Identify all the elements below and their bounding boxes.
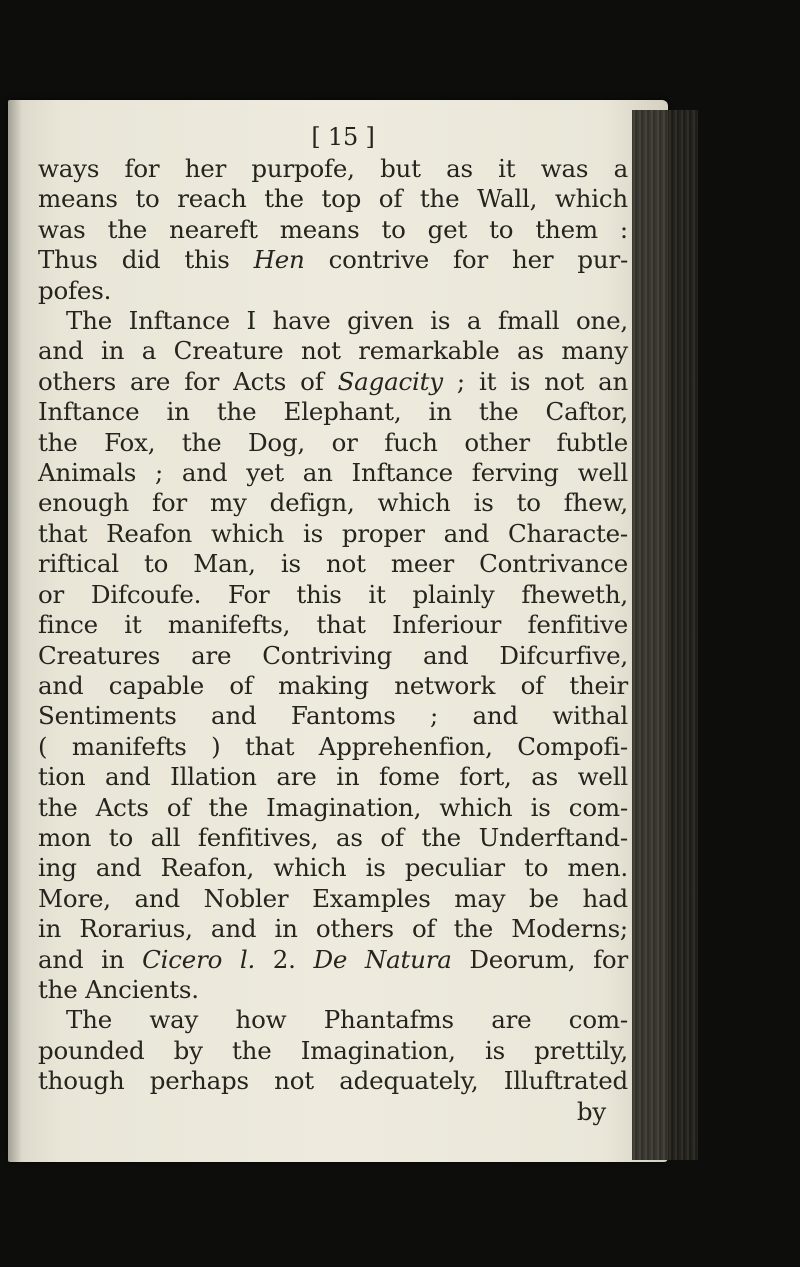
- text-line: or Difcoufe. For this it plainly fheweth,: [38, 579, 628, 609]
- text-line: tion and Illation are in fome fort, as well: [38, 762, 628, 792]
- text-line: and capable of making network of their: [38, 670, 628, 700]
- text-line: and in Cicero l. 2. De Natura Deorum, for: [38, 944, 628, 974]
- spine-shadow: [8, 100, 22, 1162]
- text-line: ( manifefts ) that Apprehenfion, Compofi-: [38, 731, 628, 761]
- text-line: The Inftance I have given is a fmall one,: [66, 306, 628, 336]
- text-line: the Acts of the Imagination, which is com-: [38, 792, 628, 822]
- text-line: mon to all fenfitives, as of the Underftand-: [38, 822, 628, 852]
- page-edges: [632, 110, 698, 1160]
- text-line: pofes.: [38, 275, 112, 305]
- text-line: the Ancients.: [38, 974, 199, 1004]
- text-line: Creatures are Contriving and Difcurfive,: [38, 640, 628, 670]
- text-line: ing and Reafon, which is peculiar to men.: [38, 853, 628, 883]
- text-line: enough for my defign, which is to fhew,: [38, 488, 628, 518]
- text-line: ways for her purpofe, but as it was a: [38, 154, 628, 183]
- text-line: Sentiments and Fantoms ; and withal: [38, 701, 628, 731]
- text-line: others are for Acts of Sagacity ; it is not an: [38, 366, 629, 396]
- text-line: fince it manifefts, that Inferiour fenfitive: [38, 610, 628, 640]
- page-number: [ 15 ]: [311, 123, 375, 151]
- catchword: by: [576, 1096, 606, 1126]
- text-line: pounded by the Imagination, is prettily,: [38, 1035, 628, 1065]
- text-line: The way how Phantafms are com-: [66, 1005, 628, 1035]
- text-line: that Reafon which is proper and Characte-: [38, 518, 628, 548]
- text-line: riftical to Man, is not meer Contrivance: [38, 549, 628, 579]
- text-line: Inftance in the Elephant, in the Caftor,: [38, 397, 628, 427]
- page-text: [38, 123, 629, 1127]
- text-line: the Fox, the Dog, or fuch other fubtle: [38, 427, 628, 457]
- text-line: and in a Creature not remarkable as many: [38, 336, 628, 366]
- text-line: means to reach the top of the Wall, which: [38, 184, 628, 214]
- text-line: in Rorarius, and in others of the Moderns;: [38, 914, 628, 944]
- text-line: was the neareft means to get to them :: [38, 214, 628, 244]
- text-line: Thus did this Hen contrive for her pur-: [38, 245, 629, 275]
- text-line: More, and Nobler Examples may be had: [38, 883, 628, 913]
- text-line: though perhaps not adequately, Illuftrated: [38, 1066, 628, 1096]
- text-line: Animals ; and yet an Inftance ferving well: [38, 458, 628, 488]
